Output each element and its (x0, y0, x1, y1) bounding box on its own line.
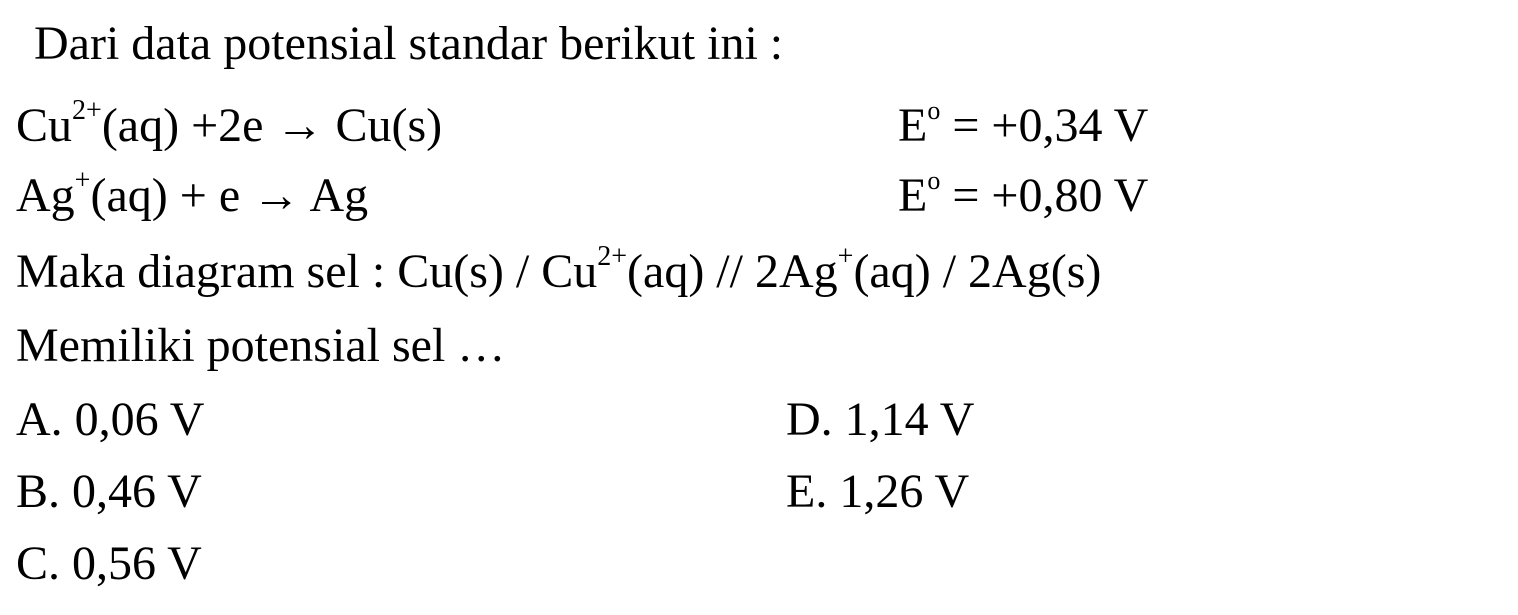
cell-diagram-suffix: (aq) / 2Ag(s) (853, 245, 1102, 298)
reaction-cu-charge: 2+ (72, 95, 102, 126)
reaction-ag-rest: (aq) + e → Ag (90, 169, 369, 222)
option-a[interactable]: A. 0,06 V (16, 393, 205, 446)
reaction-cu-rest: (aq) +2e → Cu(s) (101, 99, 443, 152)
reaction-ag-charge: + (74, 165, 91, 196)
potential-cu-degree: o (927, 96, 941, 125)
potential-cu-symbol: E (898, 99, 928, 152)
option-b[interactable]: B. 0,46 V (16, 465, 202, 518)
potential-ag-symbol: E (898, 169, 928, 222)
potential-ag (898, 166, 1149, 222)
reaction-ag (16, 165, 369, 222)
option-e[interactable]: E. 1,26 V (786, 465, 970, 518)
cell-diagram-middle: (aq) // 2Ag (627, 245, 838, 298)
cell-diagram-charge-2: + (837, 241, 854, 272)
option-c[interactable]: C. 0,56 V (16, 537, 202, 590)
potential-cu (898, 96, 1149, 152)
intro-text: Dari data potensial standar berikut ini : (34, 17, 784, 70)
reaction-cu (16, 95, 443, 152)
potential-ag-degree: o (927, 166, 941, 195)
reaction-cu-species: Cu (16, 99, 73, 152)
potential-ag-value: = +0,80 V (952, 169, 1149, 222)
potential-cu-value: = +0,34 V (952, 99, 1149, 152)
question-text: Memiliki potensial sel … (16, 319, 506, 372)
reaction-ag-species: Ag (16, 169, 75, 222)
cell-diagram (16, 241, 1102, 298)
option-d[interactable]: D. 1,14 V (786, 393, 975, 446)
cell-diagram-charge-1: 2+ (597, 241, 628, 272)
cell-diagram-prefix: Maka diagram sel : Cu(s) / Cu (16, 245, 598, 298)
